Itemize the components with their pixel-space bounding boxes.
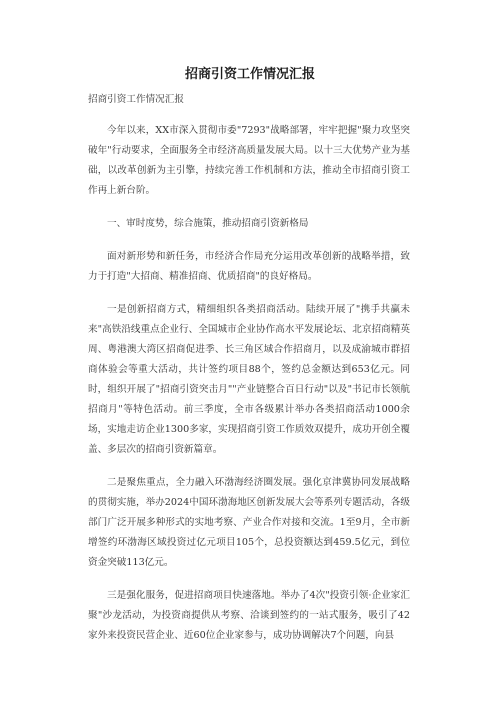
paragraph-point-three: 三是强化服务，促进招商项目快速落地。举办了4次"投资引领·企业家汇聚"沙龙活动，为投资商提供从考察、洽谈到签约的一站式服务，吸引了42家外来投资民营企业、近60位企业家参与，成功协调解决7个问题，向县 (88, 590, 410, 641)
document-title: 招商引资工作情况汇报 (184, 67, 315, 82)
paragraph-intro: 今年以来，XX市深入贯彻市委"7293"战略部署，牢牢把握"聚力攻坚突破年"行动要求，全面服务全市经济高质量发展大局。以十三大优势产业为基础，以改革创新为主引擎，持续完善工作机制和方法，推动全市招商引资工作再上新台阶。 (88, 125, 410, 196)
paragraph-point-two: 二是聚焦重点，全力融入环渤海经济圈发展。强化京津冀协同发展战略的贯彻实施，举办2024中国环渤海地区创新发展大会等系列专题活动，各级部门广泛开展多种形式的实地考察、产业合作对接和交流。1至9月，全市新增签约环渤海区域投资过亿元项目105个，总投资额达到459.5亿元，到位资金突破113亿元。 (88, 477, 410, 568)
document-body (88, 90, 410, 646)
paragraph-point-one: 一是创新招商方式，精细组织各类招商活动。陆续开展了"携手共赢未来"高铁沿线重点企业行、全国城市企业协作高水平发展论坛、北京招商精英周、粤港澳大湾区招商促进季、长三角区域合作招商月，以及成渝城市群招商体验会等重大活动，共计签约项目88个，签约总金额达到653亿元。同时，组织开展了"招商引资突击月""产业链整合百日行动"以及"书记市长领航招商月"等特色活动。前三季度，全市各级累计举办各类招商活动1000余场，实地走访企业1300多家，实现招商引资工作质效双提升，成功开创全覆盖、多层次的招商引资新篇章。 (88, 304, 410, 455)
document-subtitle: 招商引资工作情况汇报 (88, 94, 184, 105)
section-heading: 一、审时度势，综合施策，推动招商引资新格局 (107, 218, 309, 229)
paragraph-overview: 面对新形势和新任务，市经济合作局充分运用改革创新的战略举措，致力于打造"大招商、精准招商、优质招商"的良好格局。 (88, 251, 410, 282)
